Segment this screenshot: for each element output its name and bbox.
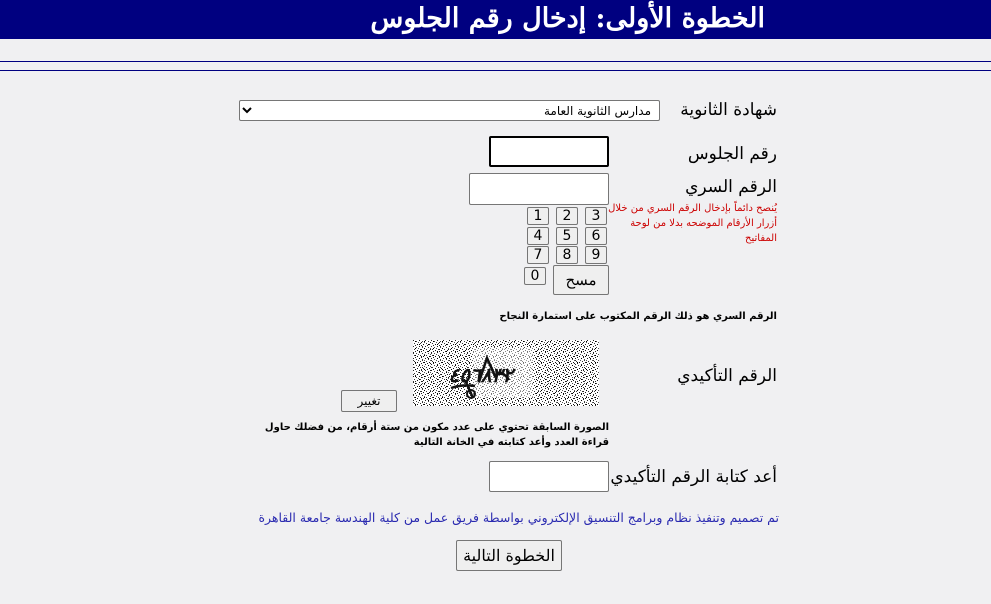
seat-number-input[interactable] (489, 136, 609, 167)
next-step-button[interactable]: الخطوة التالية (456, 540, 562, 571)
divider-bottom (0, 70, 991, 71)
secret-note: الرقم السري هو ذلك الرقم المكتوب على استمارة النجاح (499, 311, 777, 322)
divider-top (0, 61, 991, 62)
header-bar (0, 0, 991, 39)
page-title: الخطوة الأولى: إدخال رقم الجلوس (370, 3, 765, 34)
keypad-key-7[interactable]: 7 (527, 246, 549, 264)
captcha-label: الرقم التأكيدي (677, 366, 777, 386)
keypad-key-8[interactable]: 8 (556, 246, 578, 264)
secret-number-input[interactable] (469, 173, 609, 205)
secret-hint: يُنصح دائماً بإدخال الرقم السري من خلال أزرار الأرقام الموضحه بدلا من لوحة المفاتيح (608, 203, 777, 244)
footer-credit: تم تصميم وتنفيذ نظام وبرامج التنسيق الإلكتروني بواسطة فريق عمل من كلية الهندسة جامعة القاهرة (258, 510, 779, 525)
keypad-key-4[interactable]: 4 (527, 227, 549, 245)
keypad-key-1[interactable]: 1 (527, 207, 549, 225)
certificate-label: شهادة الثانوية (680, 100, 777, 120)
keypad-key-5[interactable]: 5 (556, 227, 578, 245)
keypad-key-6[interactable]: 6 (585, 227, 607, 245)
captcha-note: الصورة السابقة تحتوي على عدد مكون من ستة أرقام، من فضلك حاول قراءة العدد وأعد كتابته في الخانة التالية (264, 422, 609, 448)
secret-number-label: الرقم السري (685, 177, 777, 197)
captcha-text: ٤٥٦٨٣٢ (448, 363, 513, 387)
keypad-key-3[interactable]: 3 (585, 207, 607, 225)
confirm-captcha-input[interactable] (489, 461, 609, 492)
keypad-key-9[interactable]: 9 (585, 246, 607, 264)
confirm-captcha-label: أعد كتابة الرقم التأكيدي (610, 467, 777, 487)
keypad-key-2[interactable]: 2 (556, 207, 578, 225)
captcha-image (413, 340, 599, 406)
captcha-change-button[interactable]: تغيير (341, 390, 397, 412)
certificate-select[interactable] (239, 100, 660, 121)
keypad-clear-button[interactable]: مسح (553, 265, 609, 295)
seat-number-label: رقم الجلوس (687, 144, 777, 164)
keypad-key-0[interactable]: 0 (524, 267, 546, 285)
